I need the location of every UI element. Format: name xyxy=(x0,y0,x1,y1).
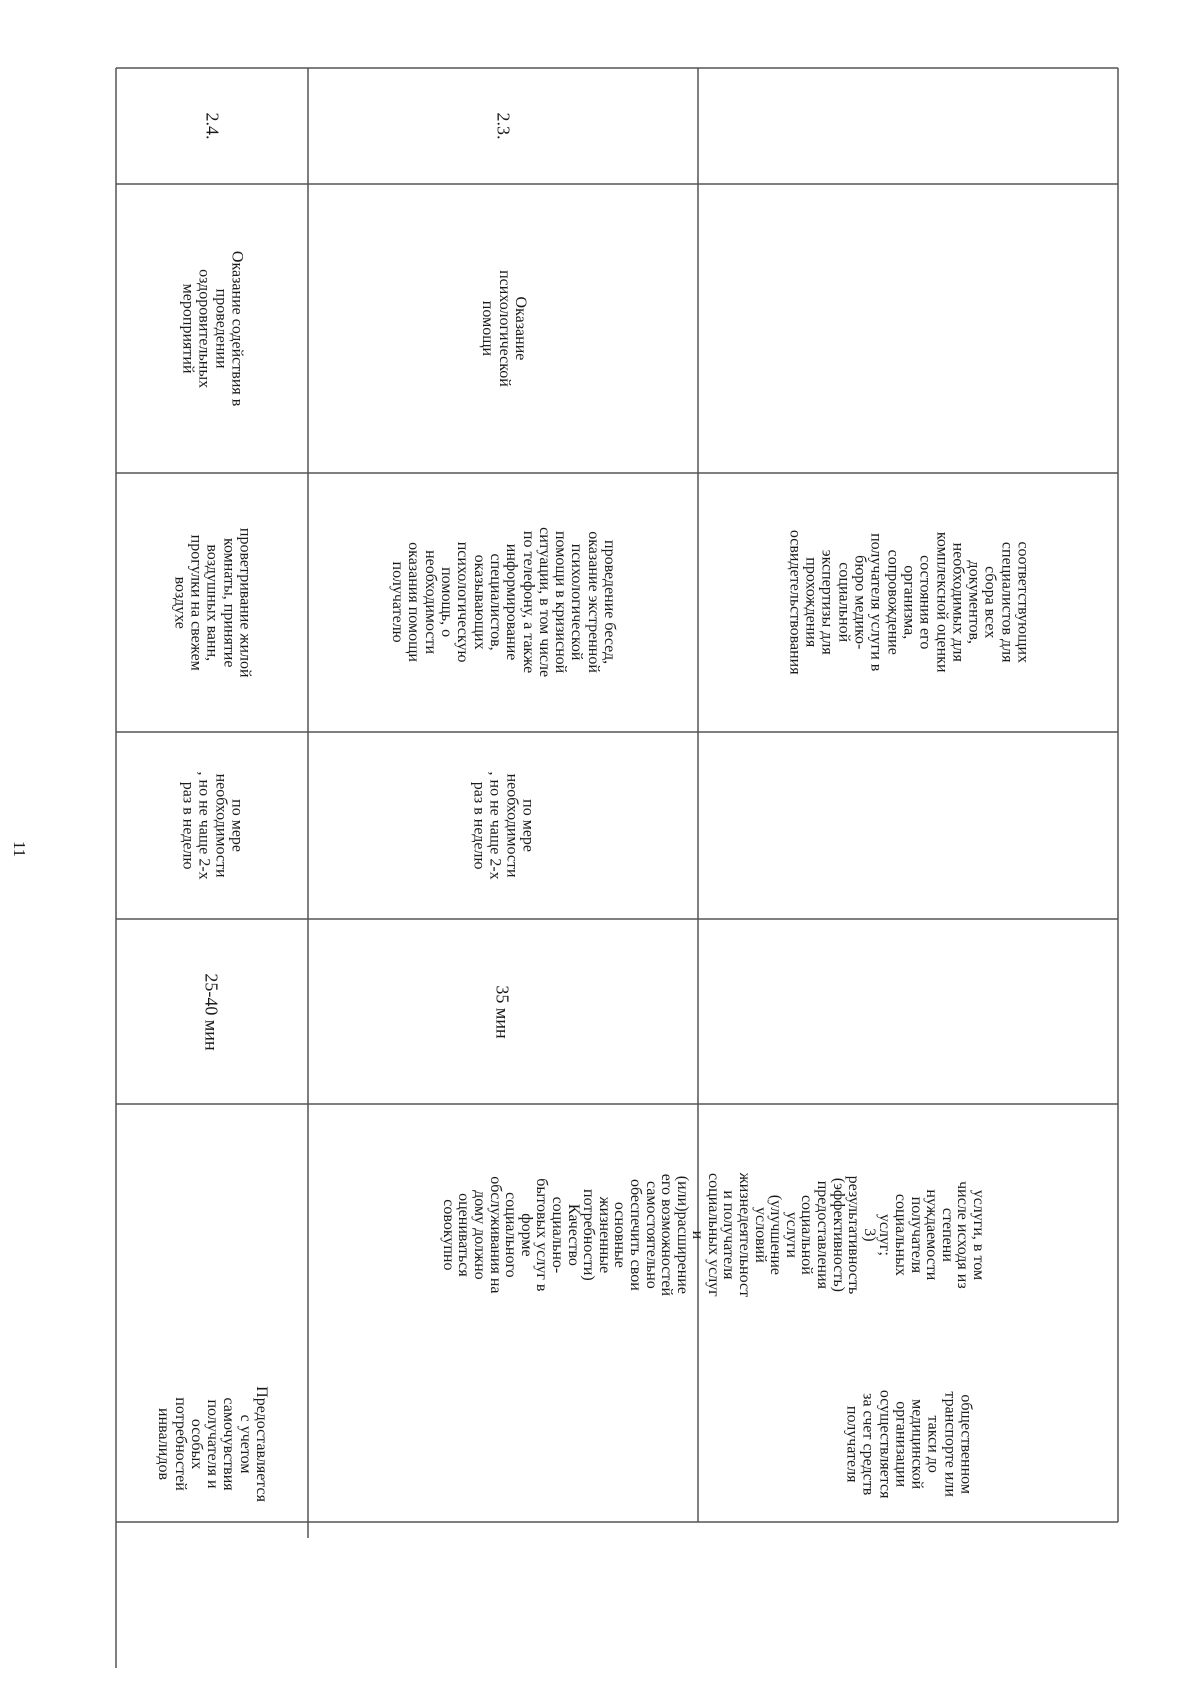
row-2-3-number: 2.3. xyxy=(493,112,513,140)
row-2-3-name: Оказание психологической помощи xyxy=(478,270,529,387)
row-2-4-procedure-cell xyxy=(116,473,308,732)
continuation-quality: услуги, в том числе исходя из степени нуждаемости получателя социальных услуг; 3) результативность (эффективность) предоставления социальной услуги (улучшение условий жизнедеятельност и получателя социальных услуг и (или)расширение его возможностей самостоятельно обеспечить свои основные жизненные потребности) Качество социально- бытовых услуг в форме социального обслуживания на дому должно оцениваться совокупно xyxy=(439,1172,987,1298)
row-2-3-procedure-cell xyxy=(308,473,698,732)
row-2-4-number-cell xyxy=(116,68,308,184)
continuation-procedure-cell xyxy=(698,473,1118,732)
row-2-4-conditions-cell xyxy=(116,1366,308,1522)
row-2-4-frequency-cell xyxy=(116,732,308,919)
row-2-3-duration: 35 мин xyxy=(493,984,513,1039)
row-2-4-conditions: Предоставляется с учетом самочувствия получателя и особых потребностей инвалидов xyxy=(155,1386,271,1502)
row-2-4-duration: 25-40 мин xyxy=(202,972,222,1051)
row-2-3-procedure: проведение бесед, оказание экстренной психологической помощи в кризисной ситуации, в том числе по телефону, а также информирование специалистов, оказывающих психологическую помощь, о необходимости оказания помощи получателю xyxy=(389,527,619,678)
row-2-4-procedure: проветривание жилой комнаты, принятие воздушных ванн, прогулки на свежем воздухе xyxy=(171,527,254,678)
row-2-3-duration-cell xyxy=(308,919,698,1104)
row-2-3-frequency: по мере необходимости , но не чаще 2-х раз в неделю xyxy=(470,771,537,880)
row-2-3-number-cell xyxy=(308,68,698,184)
row-2-4-name: Оказание содействия в проведении оздоровительных мероприятий xyxy=(179,250,246,407)
continuation-quality-cell xyxy=(308,1104,1118,1366)
continuation-conditions: общественном транспорте или такси до медицинской организации осуществляется за счет средств получателя xyxy=(843,1389,975,1499)
row-2-4-number: 2.4. xyxy=(202,112,222,140)
row-2-4-frequency: по мере необходимости , но не чаще 2-х раз в неделю xyxy=(179,771,246,880)
page-number: 11 xyxy=(10,840,29,858)
row-2-3-frequency-cell xyxy=(308,732,698,919)
row-2-3-name-cell xyxy=(308,184,698,473)
row-2-4-name-cell xyxy=(116,184,308,473)
continuation-procedure: соответствующих специалистов для сбора всех документов, необходимых для комплексной оценки состояния его организма, сопровождение получателя услуги в бюро медико- социальной экспертизы для прохождения освидетельствования xyxy=(786,530,1032,675)
continuation-conditions-cell xyxy=(698,1366,1118,1522)
row-2-4-duration-cell xyxy=(116,919,308,1104)
